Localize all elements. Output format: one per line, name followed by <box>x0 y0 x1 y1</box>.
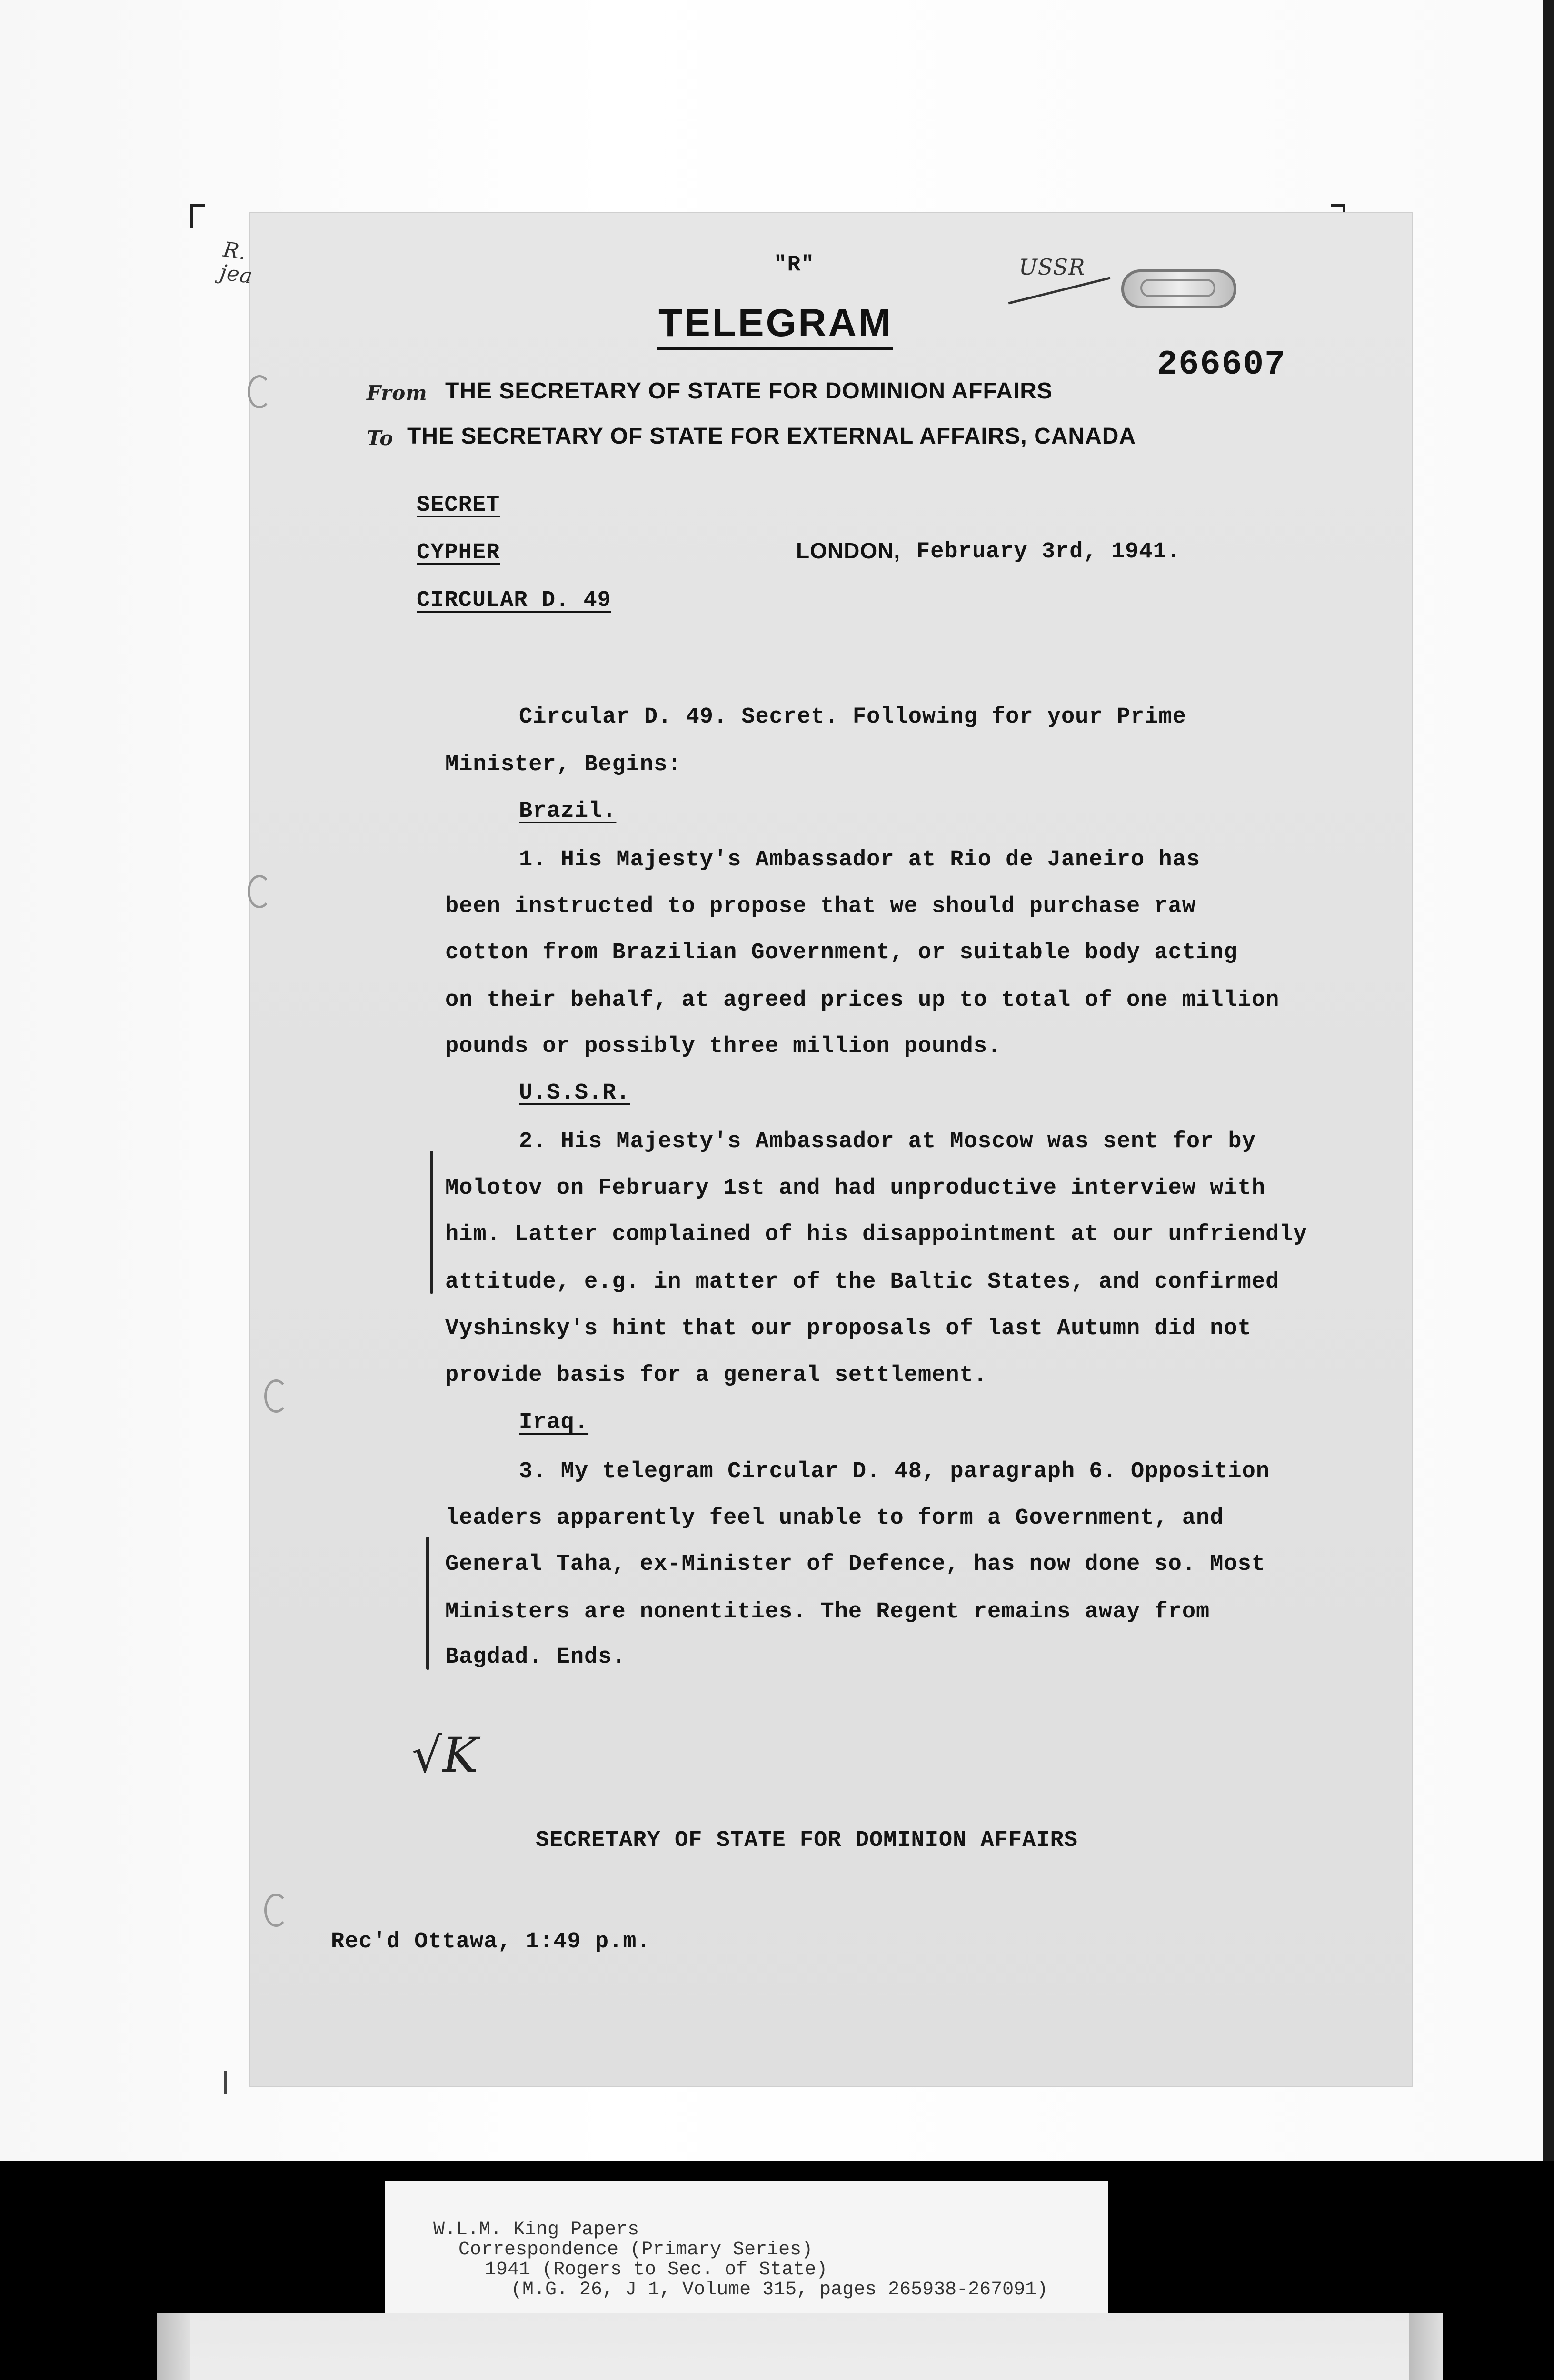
card-edge-left <box>157 2313 190 2380</box>
header-mark: "R" <box>774 252 815 277</box>
iraq-line-5: Bagdad. Ends. <box>445 1645 626 1670</box>
handwritten-note-top-left: R. jea <box>218 237 255 289</box>
crop-mark-top-left-h <box>190 204 205 207</box>
label-line-4: (M.G. 26, J 1, Volume 315, pages 265938-267091) <box>511 2279 1048 2301</box>
brazil-line-5: pounds or possibly three million pounds. <box>445 1034 1002 1059</box>
intro-line-1: Circular D. 49. Secret. Following for your Prime <box>519 704 1186 730</box>
ussr-line-4: attitude, e.g. in matter of the Baltic States, and confirmed <box>445 1269 1280 1295</box>
section-heading-iraq: Iraq. <box>519 1410 589 1435</box>
classification-circular: CIRCULAR D. 49 <box>417 588 611 613</box>
from-text: THE SECRETARY OF STATE FOR DOMINION AFFAIRS <box>445 378 1053 404</box>
title-underline <box>657 347 893 350</box>
to-label: To <box>367 426 394 450</box>
place: LONDON, <box>796 538 901 563</box>
classification-cypher: CYPHER <box>417 540 500 565</box>
hole-punch-3 <box>264 1379 288 1413</box>
hole-punch-1 <box>248 375 271 408</box>
label-line-2: Correspondence (Primary Series) <box>458 2239 813 2261</box>
brazil-line-1: 1. His Majesty's Ambassador at Rio de Janeiro has <box>519 847 1201 873</box>
handwritten-check-mark: √K <box>412 1727 479 1783</box>
label-line-1: W.L.M. King Papers <box>433 2219 639 2241</box>
document-number: 266607 <box>1157 345 1286 384</box>
backing-edge <box>1543 0 1554 2161</box>
ussr-line-6: provide basis for a general settlement. <box>445 1363 987 1388</box>
telegram-document <box>218 213 1412 2086</box>
brazil-line-4: on their behalf, at agreed prices up to total of one million <box>445 988 1280 1013</box>
ussr-line-1: 2. His Majesty's Ambassador at Moscow was sent for by <box>519 1129 1256 1154</box>
handwritten-note-top-right: USSR <box>1019 254 1086 280</box>
label-line-3: 1941 (Rogers to Sec. of State) <box>485 2259 828 2281</box>
iraq-line-2: leaders apparently feel unable to form a Government, and <box>445 1506 1224 1531</box>
intro-line-2: Minister, Begins: <box>445 752 682 777</box>
paperclip-inner <box>1140 279 1215 297</box>
public-archives-card <box>157 2313 1443 2380</box>
brazil-line-3: cotton from Brazilian Government, or suitable body acting <box>445 940 1238 965</box>
to-text: THE SECRETARY OF STATE FOR EXTERNAL AFFAIRS, CANADA <box>407 424 1136 449</box>
hole-punch-4 <box>264 1894 288 1927</box>
iraq-line-1: 3. My telegram Circular D. 48, paragraph 6. Opposition <box>519 1459 1270 1484</box>
received-time: Rec'd Ottawa, 1:49 p.m. <box>331 1929 651 1954</box>
date: February 3rd, 1941. <box>916 539 1181 565</box>
section-heading-brazil: Brazil. <box>519 799 617 824</box>
reference-label <box>385 2181 1108 2332</box>
ussr-line-5: Vyshinsky's hint that our proposals of last Autumn did not <box>445 1316 1252 1341</box>
margin-mark-iraq <box>426 1537 429 1670</box>
section-heading-ussr: U.S.S.R. <box>519 1081 630 1106</box>
telegram-title: TELEGRAM <box>658 301 893 345</box>
card-edge-right <box>1409 2313 1443 2380</box>
from-label: From <box>367 381 428 405</box>
iraq-line-3: General Taha, ex-Minister of Defence, has now done so. Most <box>445 1552 1266 1577</box>
signature: SECRETARY OF STATE FOR DOMINION AFFAIRS <box>536 1828 1078 1853</box>
handwritten-underline-stroke <box>1008 277 1111 304</box>
ussr-line-3: him. Latter complained of his disappointment at our unfriendly <box>445 1222 1307 1247</box>
classification-secret: SECRET <box>417 493 500 518</box>
crop-mark-top-right-h <box>1331 204 1345 207</box>
margin-mark-ussr <box>430 1151 433 1294</box>
iraq-line-4: Ministers are nonentities. The Regent remains away from <box>445 1599 1210 1625</box>
ussr-line-2: Molotov on February 1st and had unproductive interview with <box>445 1176 1266 1201</box>
crop-mark-top-left <box>190 204 193 228</box>
crop-mark-bottom-left <box>224 2071 227 2094</box>
hole-punch-2 <box>248 875 271 908</box>
brazil-line-2: been instructed to propose that we should purchase raw <box>445 894 1196 919</box>
